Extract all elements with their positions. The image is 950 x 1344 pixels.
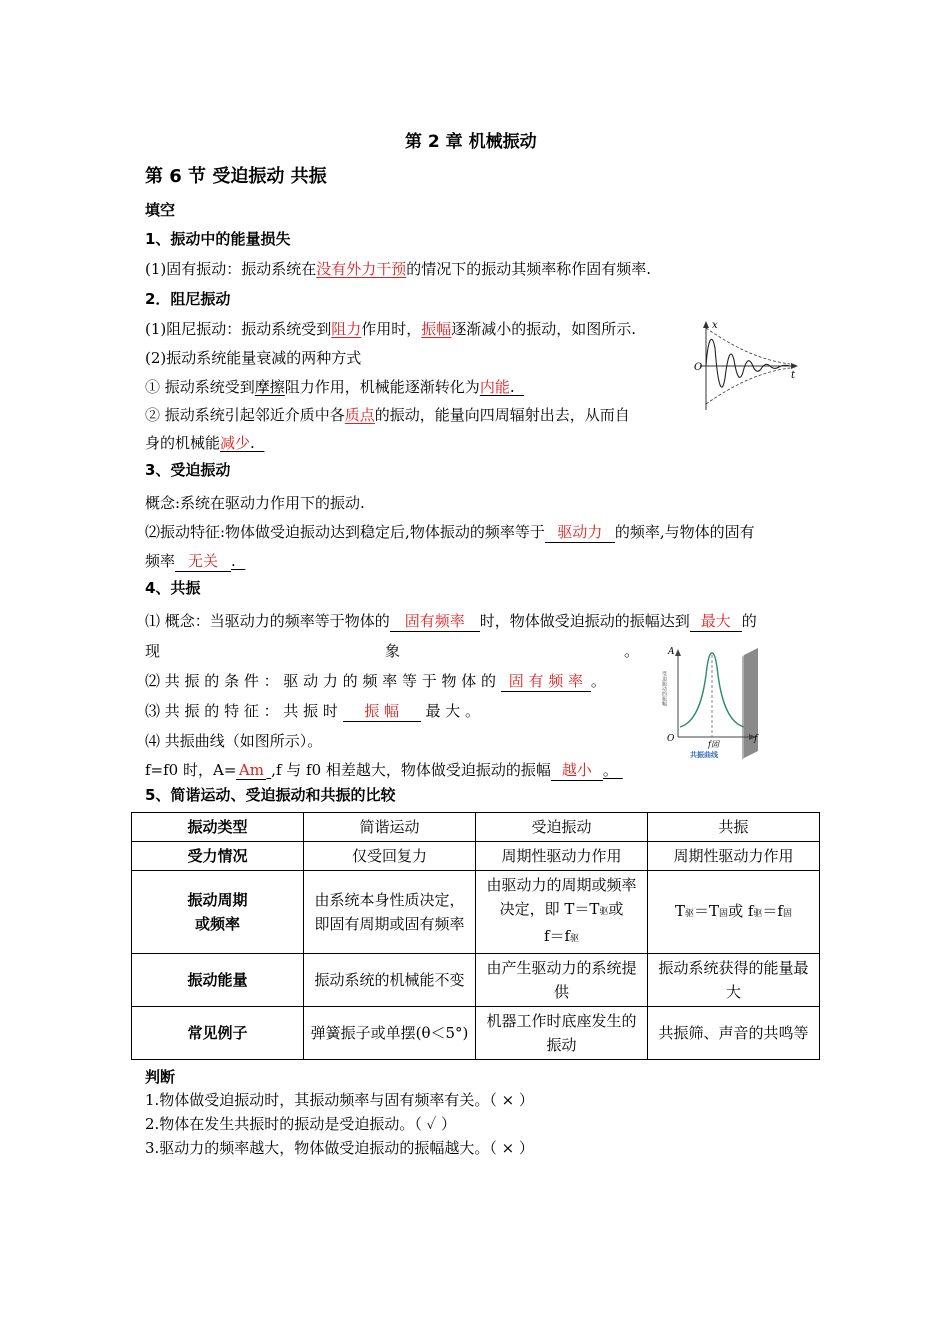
- judge-item: 2.物体在发生共振时的振动是受迫振动。（ ✓ ）: [145, 1115, 457, 1133]
- s4-line3: ⑵ 共 振 的 条 件 ： 驱 动 力 的 频 率 等 于 物 体 的 固 有 频 率 。: [145, 672, 606, 690]
- comparison-table: [131, 812, 820, 1060]
- table-cell: 共振: [648, 813, 820, 842]
- table-row: [132, 842, 820, 871]
- table-cell: 常见例子: [132, 1007, 304, 1060]
- s4-line4: ⑶ 共 振 的 特 征 ： 共 振 时 振 幅 最 大 。: [145, 702, 481, 720]
- s3-line2: ⑵振动特征:物体做受迫振动达到稳定后,物体振动的频率等于 驱动力 的频率,与物体的固有: [145, 523, 755, 541]
- judge-item: 3.驱动力的频率越大，物体做受迫振动的振幅越大。（ × ）: [145, 1139, 534, 1157]
- fig-t-label: t: [791, 370, 796, 381]
- s3-concept: 概念:系统在驱动力作用下的振动.: [145, 494, 365, 512]
- s4-line1: ⑴ 概念：当驱动力的频率等于物体的 固有频率 时，物体做受迫振动的振幅达到 最大 的: [145, 612, 757, 630]
- s1-answer: 没有外力干预: [316, 260, 407, 278]
- s2-line1: (1)阻尼振动：振动系统受到阻力作用时，振幅逐渐减小的振动，如图所示.: [145, 320, 637, 338]
- table-cell: 受力情况: [132, 842, 304, 871]
- table-cell: 简谐运动: [304, 813, 476, 842]
- damped-oscillation-figure: [690, 318, 802, 412]
- table-cell: 周期性驱动力作用: [648, 842, 820, 871]
- table-cell: 仅受回复力: [304, 842, 476, 871]
- s2-line2: (2)振动系统能量衰减的两种方式: [145, 349, 362, 367]
- table-cell: 由产生驱动力的系统提供: [476, 954, 648, 1007]
- table-cell: 弹簧振子或单摆(θ＜5°): [304, 1007, 476, 1060]
- s1-heading: 1、振动中的能量损失: [145, 230, 291, 248]
- table-cell: 振动系统的机械能不变: [304, 954, 476, 1007]
- table-cell: 振动能量: [132, 954, 304, 1007]
- s2-line3: ① 振动系统受到摩擦阻力作用，机械能逐渐转化为内能.: [145, 378, 515, 396]
- fig-x-label: x: [712, 320, 718, 331]
- s5-heading: 5、简谐运动、受迫振动和共振的比较: [145, 786, 396, 804]
- table-cell: 由系统本身性质决定，即固有周期或固有频率: [304, 871, 476, 954]
- fig-origin-label-2: O: [667, 734, 675, 744]
- s4-line2-a: 现: [145, 642, 161, 660]
- fig-y-axis-label: 受迫振动的振幅: [661, 671, 667, 706]
- fig-origin-label: O: [694, 362, 703, 373]
- judge-item: 1.物体做受迫振动时，其振动频率与固有频率有关。（ × ）: [145, 1091, 534, 1109]
- table-row: [132, 1007, 820, 1060]
- section-title: 第 6 节 受迫振动 共振: [145, 166, 327, 187]
- judge-heading: 判断: [145, 1068, 176, 1086]
- s4-line6: f=f0 时，A= Am ,f 与 f0 相差越大，物体做受迫振动的振幅 越小 。: [145, 761, 618, 779]
- table-cell: 振动周期 或频率: [132, 871, 304, 954]
- s1-line1: (1)固有振动：振动系统在没有外力干预的情况下的振动其频率称作固有频率.: [145, 260, 652, 278]
- s4-line2-b: 象: [385, 642, 401, 660]
- table-cell: 周期性驱动力作用: [476, 842, 648, 871]
- table-cell: 机器工作时底座发生的振动: [476, 1007, 648, 1060]
- s3-line3: 频率 无关 .: [145, 552, 236, 570]
- table-cell: T驱＝T固或 f驱＝f固: [648, 871, 820, 954]
- fig-fgu-label: f固: [708, 740, 719, 749]
- table-cell: 振动类型: [132, 813, 304, 842]
- table-row: [132, 871, 820, 954]
- s2-heading: 2．阻尼振动: [145, 290, 231, 308]
- table-cell: 共振筛、声音的共鸣等: [648, 1007, 820, 1060]
- fig-a-label: A: [668, 647, 675, 657]
- table-cell: 受迫振动: [476, 813, 648, 842]
- table-cell: 由驱动力的周期或频率决定，即 T＝T驱或 f＝f驱: [476, 871, 648, 954]
- table-header-row: [132, 813, 820, 842]
- s4-heading: 4、共振: [145, 579, 201, 597]
- s4-line2-c: 。: [624, 642, 640, 660]
- fig-f-label: f: [754, 734, 758, 744]
- table-row: [132, 954, 820, 1007]
- table-cell: 振动系统获得的能量最大: [648, 954, 820, 1007]
- resonance-curve-figure: [658, 645, 762, 763]
- chapter-title: 第 2 章 机械振动: [405, 132, 537, 152]
- fill-heading: 填空: [145, 201, 176, 219]
- s2-line5: 身的机械能减少.: [145, 434, 255, 452]
- s2-line4: ② 振动系统引起邻近介质中各质点的振动，能量向四周辐射出去，从而自: [145, 406, 630, 424]
- s3-heading: 3、受迫振动: [145, 461, 231, 479]
- fig-caption: 共振曲线: [690, 751, 718, 759]
- s4-line5: ⑷ 共振曲线（如图所示）。: [145, 732, 323, 750]
